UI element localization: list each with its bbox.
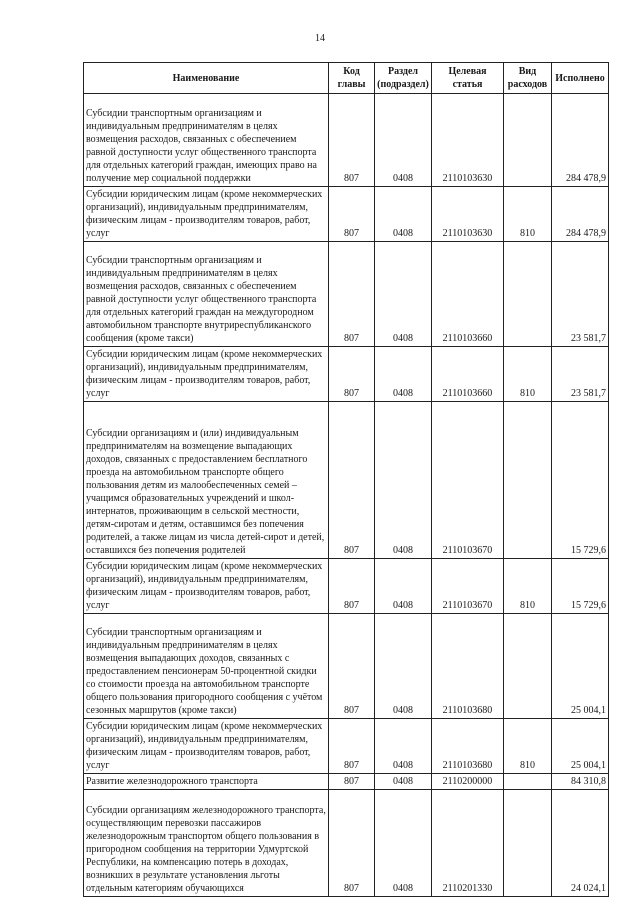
row-name: Субсидии юридическим лицам (кроме некоммерческих организаций), индивидуальным предпринимателям, физическим лицам - производителям товаров, работ, услуг [84, 719, 329, 774]
table-row [84, 402, 609, 559]
row-section-code: 0408 [375, 719, 432, 774]
row-chapter-code: 807 [329, 402, 375, 559]
budget-table [83, 62, 609, 897]
row-name: Субсидии организациям железнодорожного транспорта, осуществляющим перевозки пассажиров железнодорожным транспортом общего пользования в пригородном сообщения на территории Удмуртской Республики, на компенсацию потерь в доходах, возникших в результате установления льготы отдельным категориям обучающихся [84, 790, 329, 897]
row-section-code: 0408 [375, 402, 432, 559]
page-number: 14 [315, 33, 325, 44]
table-row [84, 347, 609, 402]
row-target-article: 2110201330 [432, 790, 504, 897]
row-name: Субсидии юридическим лицам (кроме некоммерческих организаций), индивидуальным предпринимателям, физическим лицам - производителям товаров, работ, услуг [84, 347, 329, 402]
row-target-article: 2110103670 [432, 402, 504, 559]
table-row [84, 719, 609, 774]
row-chapter-code: 807 [329, 347, 375, 402]
row-chapter-code: 807 [329, 187, 375, 242]
row-target-article: 2110103630 [432, 94, 504, 187]
row-target-article: 2110103630 [432, 187, 504, 242]
table-row [84, 187, 609, 242]
row-name: Субсидии юридическим лицам (кроме некоммерческих организаций), индивидуальным предпринимателям, физическим лицам - производителям товаров, работ, услуг [84, 559, 329, 614]
row-target-article: 2110103670 [432, 559, 504, 614]
row-section-code: 0408 [375, 559, 432, 614]
row-chapter-code: 807 [329, 559, 375, 614]
table-header-row [84, 63, 609, 94]
header-section: Раздел (подраздел) [375, 63, 432, 94]
row-section-code: 0408 [375, 242, 432, 347]
table-row [84, 774, 609, 790]
row-target-article: 2110200000 [432, 774, 504, 790]
row-executed-amount: 25 004,1 [552, 614, 609, 719]
row-expense-type [504, 614, 552, 719]
table-row [84, 614, 609, 719]
table-row [84, 94, 609, 187]
row-section-code: 0408 [375, 614, 432, 719]
row-chapter-code: 807 [329, 614, 375, 719]
row-target-article: 2110103660 [432, 242, 504, 347]
row-expense-type [504, 774, 552, 790]
row-executed-amount: 15 729,6 [552, 402, 609, 559]
row-chapter-code: 807 [329, 242, 375, 347]
row-executed-amount: 15 729,6 [552, 559, 609, 614]
row-chapter-code: 807 [329, 719, 375, 774]
row-section-code: 0408 [375, 790, 432, 897]
row-expense-type [504, 242, 552, 347]
row-executed-amount: 23 581,7 [552, 242, 609, 347]
row-name: Субсидии транспортным организациям и индивидуальным предпринимателям в целях возмещения расходов, связанных с обеспечением равной доступности услуг общественного транспорта для отдельных категорий граждан на междугородном автомобильном транспорте внутриреспубликанского сообщения (кроме такси) [84, 242, 329, 347]
table-row [84, 242, 609, 347]
row-chapter-code: 807 [329, 790, 375, 897]
row-expense-type: 810 [504, 347, 552, 402]
row-chapter-code: 807 [329, 94, 375, 187]
row-expense-type: 810 [504, 719, 552, 774]
row-executed-amount: 23 581,7 [552, 347, 609, 402]
row-expense-type: 810 [504, 559, 552, 614]
row-name: Субсидии организациям и (или) индивидуальным предпринимателям на возмещение выпадающих доходов, связанных с предоставлением бесплатного проезда на автомобильном транспорте общего пользования детям из малообеспеченных семей – учащимся образовательных учреждений и школ-интернатов, проживающим в сельской местности, детям-сиротам и детям, оставшимся без попечения родителей, а также лицам из числа детей-сирот и детей, оставшихся без попечения родителей [84, 402, 329, 559]
row-expense-type [504, 94, 552, 187]
row-section-code: 0408 [375, 94, 432, 187]
row-chapter-code: 807 [329, 774, 375, 790]
row-name: Развитие железнодорожного транспорта [84, 774, 329, 790]
row-section-code: 0408 [375, 187, 432, 242]
row-name: Субсидии транспортным организациям и индивидуальным предпринимателям в целях возмещения расходов, связанных с обеспечением равной доступности услуг общественного транспорта для отдельных категорий граждан, имеющих право на получение мер социальной поддержки [84, 94, 329, 187]
row-expense-type [504, 790, 552, 897]
header-target: Целевая статья [432, 63, 504, 94]
table-row [84, 559, 609, 614]
row-executed-amount: 24 024,1 [552, 790, 609, 897]
row-expense-type: 810 [504, 187, 552, 242]
row-executed-amount: 84 310,8 [552, 774, 609, 790]
row-name: Субсидии юридическим лицам (кроме некоммерческих организаций), индивидуальным предпринимателям, физическим лицам - производителям товаров, работ, услуг [84, 187, 329, 242]
row-target-article: 2110103660 [432, 347, 504, 402]
header-expense-type: Вид расходов [504, 63, 552, 94]
row-expense-type [504, 402, 552, 559]
header-executed: Исполнено [552, 63, 609, 94]
row-section-code: 0408 [375, 347, 432, 402]
row-section-code: 0408 [375, 774, 432, 790]
header-name: Наименование [84, 63, 329, 94]
row-target-article: 2110103680 [432, 614, 504, 719]
row-executed-amount: 284 478,9 [552, 94, 609, 187]
table-row [84, 790, 609, 897]
row-executed-amount: 284 478,9 [552, 187, 609, 242]
row-executed-amount: 25 004,1 [552, 719, 609, 774]
header-chapter: Код главы [329, 63, 375, 94]
row-target-article: 2110103680 [432, 719, 504, 774]
row-name: Субсидии транспортным организациям и индивидуальным предпринимателям в целях возмещения выпадающих доходов, связанных с предоставлением пенсионерам 50-процентной скидки со стоимости проезда на автомобильном транспорте общего пользования пригородного сообщения с учётом сезонных маршрутов (кроме такси) [84, 614, 329, 719]
